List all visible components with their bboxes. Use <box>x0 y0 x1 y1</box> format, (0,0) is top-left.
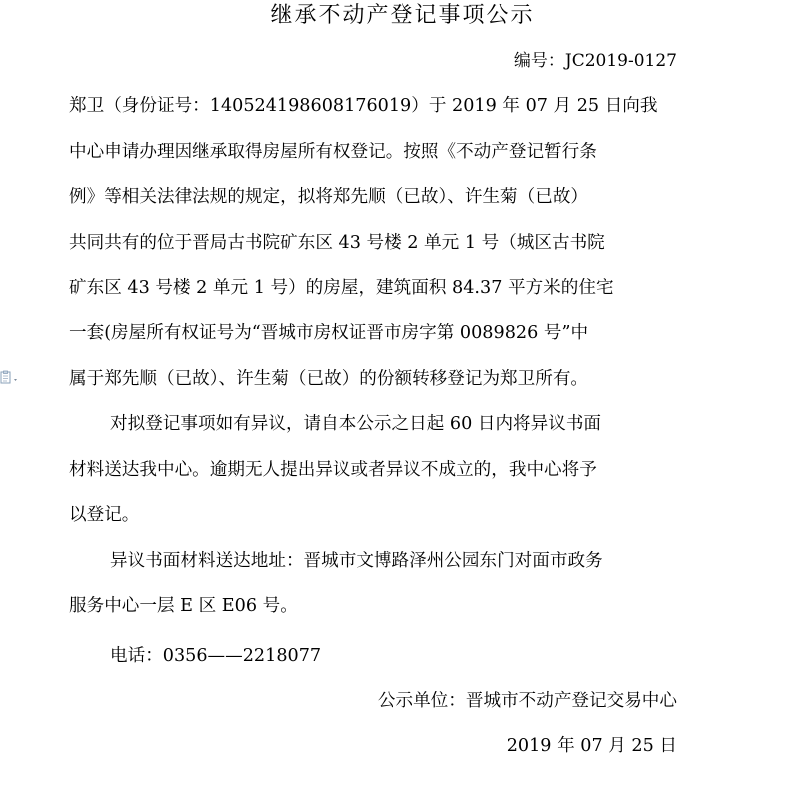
document-title: 继承不动产登记事项公示 <box>270 3 535 28</box>
paragraph-line: 郑卫（身份证号：140524198608176019）于 2019 年 07 月 25 日向我 <box>69 96 658 116</box>
paragraph-line: 矿东区 43 号楼 2 单元 1 号）的房屋，建筑面积 84.37 平方米的住宅 <box>69 278 614 298</box>
issuer: 公示单位：晋城市不动产登记交易中心 <box>377 691 677 711</box>
paragraph-line: 属于郑先顺（已故）、许生菊（已故）的份额转移登记为郑卫所有。 <box>69 369 589 389</box>
phone-number: 电话：0356——2218077 <box>110 646 322 666</box>
paste-options-icon[interactable] <box>0 370 20 386</box>
paragraph-line: 对拟登记事项如有异议，请自本公示之日起 60 日内将异议书面 <box>110 414 602 434</box>
paragraph-line: 服务中心一层 E 区 E06 号。 <box>69 596 298 616</box>
serial-number: 编号：JC2019-0127 <box>513 51 677 71</box>
paragraph-line: 中心申请办理因继承取得房屋所有权登记。按照《不动产登记暂行条 <box>69 142 597 162</box>
paragraph-line: 共同共有的位于晋局古书院矿东区 43 号楼 2 单元 1 号（城区古书院 <box>69 233 605 253</box>
paragraph-line: 异议书面材料送达地址：晋城市文博路泽州公园东门对面市政务 <box>110 551 603 571</box>
publish-date: 2019 年 07 月 25 日 <box>506 736 677 756</box>
paragraph-line: 材料送达我中心。逾期无人提出异议或者异议不成立的，我中心将予 <box>69 460 597 480</box>
paragraph-line: 一套(房屋所有权证号为“晋城市房权证晋市房字第 0089826 号”中 <box>69 323 589 343</box>
paragraph-line: 以登记。 <box>69 505 140 525</box>
paragraph-line: 例》等相关法律法规的规定，拟将郑先顺（已故）、许生菊（已故） <box>69 187 589 207</box>
